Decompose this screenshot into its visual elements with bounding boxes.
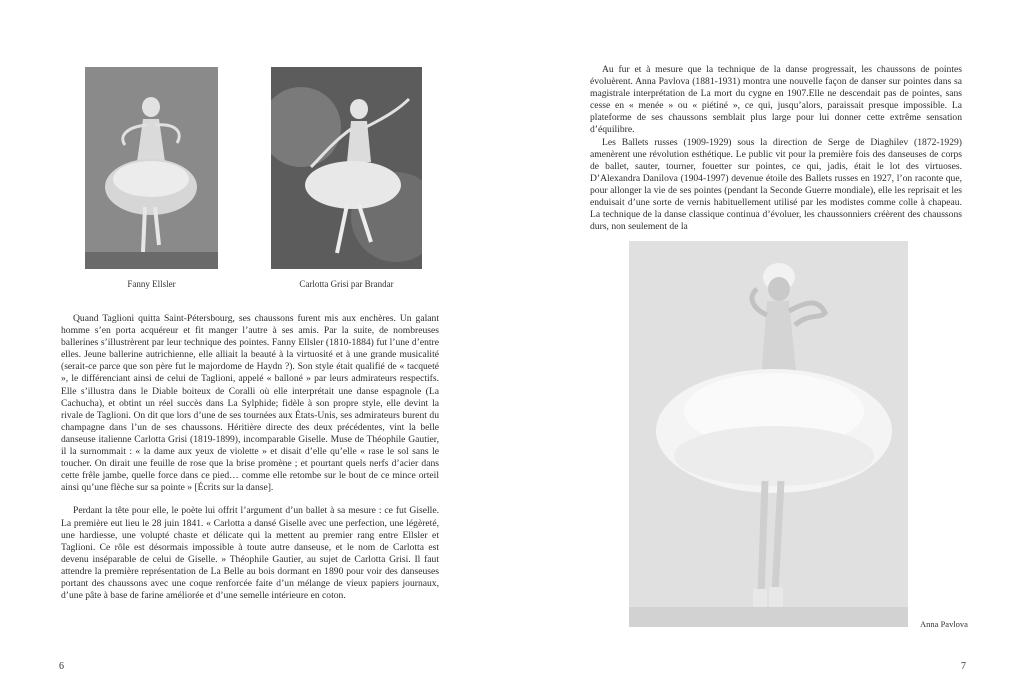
carlotta-grisi-engraving: [271, 67, 422, 269]
dancer-figure-icon: [85, 67, 218, 269]
dancer-figure-icon: [271, 67, 422, 269]
paragraph: Les Ballets russes (1909-1929) sous la direction de Serge de Diaghilev (1872-1929) amenèrent une révolution esthétique. Le public vit pour la première fois des danseuses de corps de ballet, sauter, tourner, fouetter sur pointes, ce qui, jadis, était le lot des virtuoses. D’Alexandra Danilova (1904-1997) devenue étoile des Ballets russes en 1927, l’on raconte que, pour allonger la vie de ses pointes (pendant la Seconde Guerre mondiale), elle les reprisait et les enduisait d’une sorte de vernis habituellement utilisé par les modistes comme colle à chapeau. La technique de la danse classique continua d’évoluer, les chaussonniers créèrent des chaussons durs, non seulement de la: [590, 136, 962, 233]
left-body-text: [61, 313, 439, 602]
paragraph: Perdant la tête pour elle, le poète lui offrit l’argument d’un ballet à sa mesure : ce fut Giselle. La première eut lieu le 28 juin 1841. « Carlotta a dansé Giselle avec une perfection, une légèreté, une hardiesse, une volupté chaste et délicate qui la mettent au premier rang entre Ellsler et Taglioni. Ce rôle est désormais impossible à toute autre danseuse, et le nom de Carlotta est devenu inséparable de celui de Giselle. » Théophile Gautier, au sujet de Carlotta Grisi. Il faut attendre la première représentation de La Belle au bois dormant en 1890 pour voir des danseuses portant des chaussons avec une coque renforcée faite d’un mélange de vieux papiers journaux, d’une pâte à base de farine améliorée et d’une semelle intérieure en coton.: [61, 505, 439, 602]
right-body-text: [590, 64, 962, 233]
ballerina-figure-icon: [629, 241, 908, 627]
image-caption: Anna Pavlova: [920, 619, 968, 629]
image-caption: Fanny Ellsler: [127, 279, 176, 289]
right-page: [512, 0, 1024, 691]
paragraph: Quand Taglioni quitta Saint-Pétersbourg, ses chaussons furent mis aux enchères. Un galant homme s’en porta acquéreur et fit manger l’autre à ses amis. Par la suite, de nombreuses ballerines s’illustrèrent par leur technique des pointes. Fanny Ellsler (1810-1884) fut l’une d’entre elles. Jeune ballerine autrichienne, elle alliait la beauté à la virtuosité et à une grande musicalité (serait-ce parce que son père fut le majordome de Haydn ?). Son style était qualifié de « tacqueté », le différenciant ainsi de celui de Taglioni, appelé « balloné » par leurs admirateurs respectifs. Elle s’illustra dans le Diable boiteux de Coralli où elle interprétait une danse espagnole (La Cachucha), et obtint un réel succès dans La Sylphide; fidèle à son propre style, elle devint la rivale de Taglioni. On dit que lors d’une de ses tournées aux États-Unis, ses admirateurs burent du champagne dans l’un de ses chaussons. Héritière directe des deux précédentes, vint la belle danseuse italienne Carlotta Grisi (1819-1899), incomparable Giselle. Muse de Théophile Gautier, il la surnommait : « la dame aux yeux de violette » et disait d’elle qu’elle « rase le sol sans le toucher. On dirait une feuille de rose que la brise promène ; et pourtant quels nerfs d’acier dans cette frêle jambe, quelle force dans ce pied… comme elle retombe sur le bout de ce mince orteil ainsi qu’une flèche sur sa pointe » [Écrits sur la danse].: [61, 313, 439, 494]
image-caption: Carlotta Grisi par Brandar: [299, 279, 394, 289]
fanny-ellsler-engraving: [85, 67, 218, 269]
page-number: 6: [59, 661, 64, 672]
page-number: 7: [961, 661, 966, 672]
anna-pavlova-photograph: [629, 241, 908, 627]
paragraph: Au fur et à mesure que la technique de la danse progressait, les chaussons de pointes évoluèrent. Anna Pavlova (1881-1931) montra une nouvelle façon de danser sur pointes dans sa magistrale interprétation de La mort du cygne en 1907.Elle ne descendait pas de pointes, sans cesse en « menée » ou « piétiné », ce qui, jusqu’alors, paraissait presque impossible. La plateforme de ses chaussons semblait plus large pour lui donner cette extrême sensation d’équilibre.: [590, 64, 962, 136]
